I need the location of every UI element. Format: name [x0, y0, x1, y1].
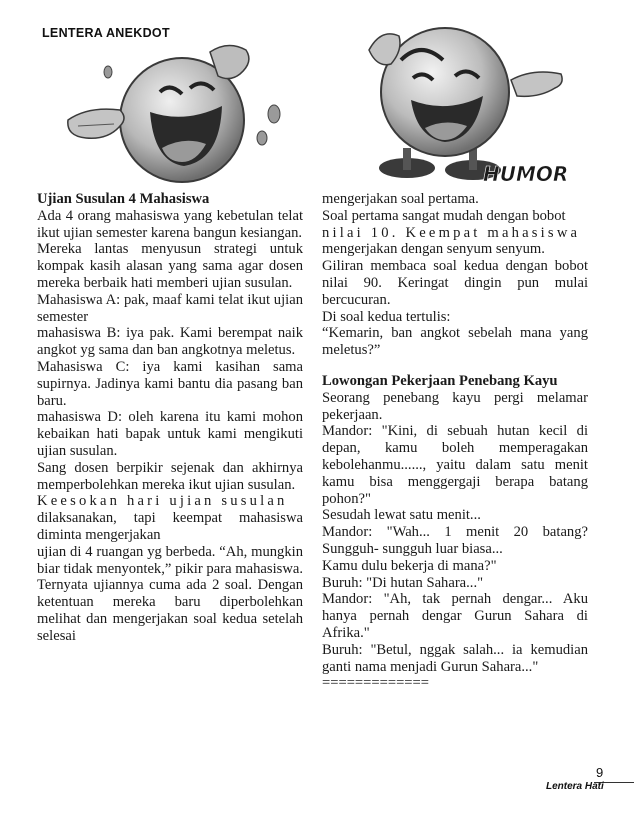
- story1-paragraph: Mahasiswa C: iya kami kasihan sama supirnya. Jadinya kami bantu dia pasang ban baru.: [37, 358, 303, 409]
- right-column: [322, 191, 588, 692]
- story1-paragraph: “Kemarin, ban angkot sebelah mana yang meletus?”: [322, 325, 588, 359]
- story1-paragraph: mengerjakan dengan senyum senyum.: [322, 241, 545, 258]
- story2-paragraph: Seorang penebang kayu pergi melamar pekerjaan.: [322, 389, 588, 423]
- story2-separator: =============: [322, 675, 429, 692]
- story1-paragraph: mahasiswa B: iya pak. Kami berempat naik angkot yg sama dan ban angkotnya meletus.: [37, 325, 303, 359]
- section-label: LENTERA ANEKDOT: [42, 26, 170, 40]
- story1-paragraph: Mereka lantas menyusun strategi untuk kompak kasih alasan yang sama agar dosen mereka berbaik hati memberi ujian susulan.: [37, 241, 303, 291]
- footer-brand: Lentera Hati: [546, 781, 604, 792]
- story1-paragraph: mengerjakan soal pertama.: [322, 191, 479, 207]
- humor-label: HUMOR: [483, 162, 569, 185]
- story1-paragraph: dilaksanakan, tapi keempat mahasiswa diminta mengerjakan: [37, 510, 303, 543]
- story1-paragraph: Sang dosen berpikir sejenak dan akhirnya memperbolehkan mereka ikut ujian susulan.: [37, 459, 303, 493]
- story2-paragraph: Mandor: "Wah... 1 menit 20 batang? Sungguh- sungguh luar biasa...: [322, 524, 588, 557]
- story2-paragraph: Sesudah lewat satu menit...: [322, 507, 481, 524]
- story1-paragraph: mahasiswa D: oleh karena itu kami mohon kebaikan hati bapak untuk kami mengikuti ujian susulan.: [37, 409, 303, 459]
- story1-title: Ujian Susulan 4 Mahasiswa: [37, 191, 210, 207]
- story1-paragraph: Soal pertama sangat mudah dengan bobot: [322, 207, 566, 224]
- story2-paragraph: Mandor: "Kini, di sebuah hutan kecil di depan, kamu boleh memperagakan kebolehanmu......, yaitu dalam satu menit kamu bisa menggergaji berapa batang pohon?": [322, 423, 588, 507]
- story1-paragraph: Keesokan hari ujian susulan: [37, 493, 288, 510]
- story1-paragraph: nilai 10. Keempat mahasiswa: [322, 224, 581, 241]
- story1-paragraph: Di soal kedua tertulis:: [322, 308, 451, 325]
- story1-paragraph: Giliran membaca soal kedua dengan bobot nilai 90. Keringat dingin pun mulai bercucuran.: [322, 258, 588, 308]
- story2-title: Lowongan Pekerjaan Penebang Kayu: [322, 372, 558, 389]
- page-number: 9: [596, 765, 604, 780]
- story2-paragraph: Kamu dulu bekerja di mana?": [322, 557, 497, 574]
- laughing-emoji-icon: [50, 32, 285, 192]
- story1-paragraph: ujian di 4 ruangan yg berbeda. “Ah, mungkin biar tidak menyontek,” pikir para mahasiswa. Ternyata ujiannya cuma ada 2 soal. Dengan ketentuan mereka baru diperbolehkan melihat dan mengerjakan soal kedua setelah selesai: [37, 543, 303, 644]
- story1-paragraph: Mahasiswa A: pak, maaf kami telat ikut ujian semester: [37, 291, 303, 325]
- story1-paragraph: Ada 4 orang mahasiswa yang kebetulan telat ikut ujian semester karena bangun kesiangan.: [37, 207, 303, 241]
- section-spacer: [322, 359, 588, 373]
- left-column: [37, 191, 303, 645]
- story2-paragraph: Buruh: "Di hutan Sahara...": [322, 574, 484, 591]
- smiling-emoji-icon: [355, 10, 575, 185]
- story2-paragraph: Buruh: "Betul, nggak salah... ia kemudian ganti nama menjadi Gurun Sahara...": [322, 641, 588, 675]
- story2-paragraph: Mandor: "Ah, tak pernah dengar... Aku hanya pernah dengar Gurun Sahara di Afrika.": [322, 591, 588, 641]
